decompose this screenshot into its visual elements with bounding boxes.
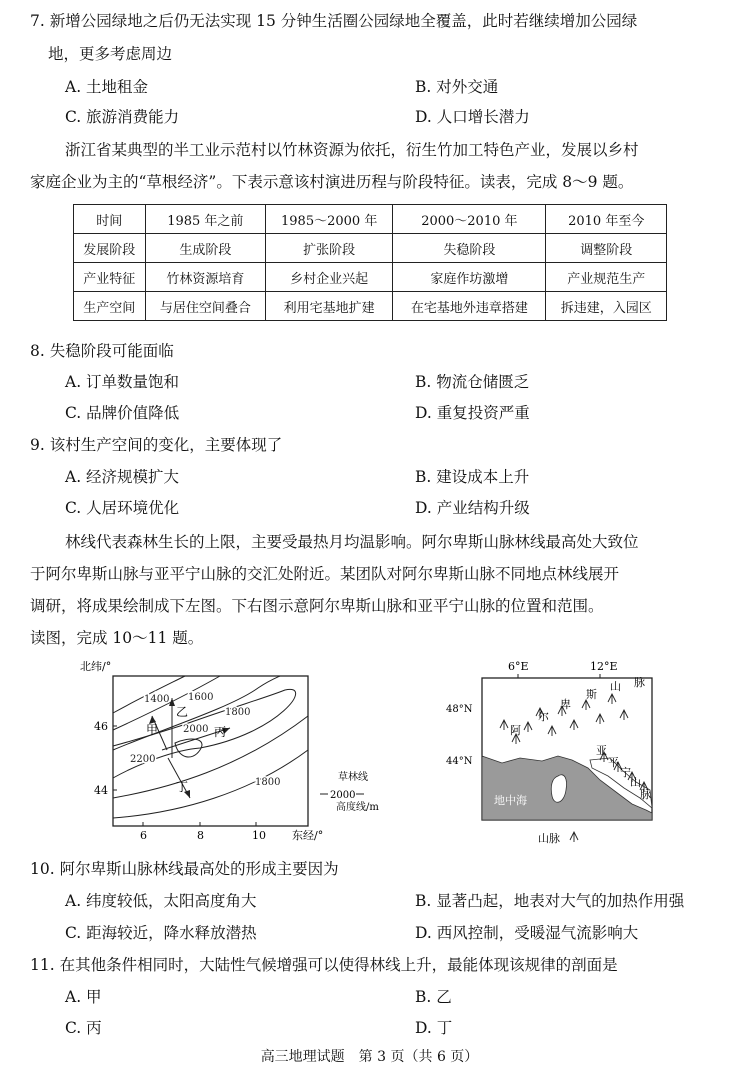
y-tick: 46 — [94, 720, 108, 733]
q7-stem-line2: 地，更多考虑周边 — [48, 45, 173, 63]
table-row — [74, 234, 667, 263]
profile-label: 丙 — [214, 725, 227, 739]
q9-option-c[interactable]: C. 人居环境优化 — [65, 499, 180, 517]
x-axis-label: 东经/° — [292, 829, 324, 842]
table-cell: 扩张阶段 — [266, 234, 393, 263]
apennine-label-char: 山 — [630, 776, 641, 789]
table-cell: 调整阶段 — [546, 234, 667, 263]
latitude-label: 48°N — [446, 704, 473, 715]
q10-option-c[interactable]: C. 距海较近，降水释放潜热 — [65, 924, 257, 942]
intro1011-line2: 于阿尔卑斯山脉与亚平宁山脉的交汇处附近。某团队对阿尔卑斯山脉不同地点林线展开 — [30, 565, 620, 583]
contour-label: 2200 — [130, 754, 156, 765]
contour-label: 1800 — [255, 777, 281, 788]
profile-label: 甲 — [146, 723, 159, 737]
table-cell: 发展阶段 — [74, 234, 146, 263]
q8-option-b[interactable]: B. 物流仓储匮乏 — [415, 373, 530, 391]
table-cell: 产业规范生产 — [546, 263, 667, 292]
q8-option-c[interactable]: C. 品牌价值降低 — [65, 404, 180, 422]
profile-label: 丁 — [176, 780, 189, 794]
contour-label: 1400 — [144, 694, 170, 705]
longitude-label: 6°E — [508, 660, 529, 673]
y-axis-label: 北纬/° — [80, 660, 112, 673]
q7-option-d[interactable]: D. 人口增长潜力 — [415, 108, 530, 126]
q9-option-b[interactable]: B. 建设成本上升 — [415, 468, 530, 486]
profile-label: 乙 — [176, 705, 189, 719]
table-cell: 生成阶段 — [145, 234, 266, 263]
q7-option-b[interactable]: B. 对外交通 — [415, 78, 499, 96]
table-cell: 2010 年至今 — [546, 205, 667, 234]
apennine-label-char: 宁 — [620, 766, 631, 779]
alps-label-char: 卑 — [560, 698, 571, 711]
table-cell: 在宅基地外违章搭建 — [393, 292, 546, 321]
alps-label-char: 山 — [610, 680, 621, 693]
table-cell: 1985 年之前 — [145, 205, 266, 234]
arrow-head — [169, 698, 175, 706]
alps-label-char: 尔 — [538, 710, 549, 723]
table-cell: 2000～2010 年 — [393, 205, 546, 234]
q9-stem: 9. 该村生产空间的变化，主要体现了 — [30, 436, 283, 454]
intro1011-line4: 读图，完成 10～11 题。 — [30, 629, 204, 647]
intro1011-line3: 调研，将成果绘制成下左图。下右图示意阿尔卑斯山脉和亚平宁山脉的位置和范围。 — [30, 597, 604, 615]
q10-option-a[interactable]: A. 纬度较低，太阳高度角大 — [65, 892, 257, 910]
village-stage-table — [73, 204, 667, 321]
table-row — [74, 205, 667, 234]
table-cell: 时间 — [74, 205, 146, 234]
q8-stem: 8. 失稳阶段可能面临 — [30, 342, 174, 360]
longitude-label: 12°E — [590, 660, 618, 673]
legend-label: 山脉 — [538, 832, 560, 845]
alps-label-char: 阿 — [510, 724, 521, 737]
x-tick: 10 — [252, 829, 266, 842]
page-footer: 高三地理试题 第 3 页（共 6 页） — [260, 1049, 479, 1065]
alps-label-char: 脉 — [634, 676, 645, 689]
q9-option-a[interactable]: A. 经济规模扩大 — [65, 468, 180, 486]
table-cell: 利用宅基地扩建 — [266, 292, 393, 321]
q7-option-c[interactable]: C. 旅游消费能力 — [65, 108, 180, 126]
q8-option-a[interactable]: A. 订单数量饱和 — [65, 373, 180, 391]
table-row — [74, 263, 667, 292]
q11-option-a[interactable]: A. 甲 — [65, 988, 102, 1006]
x-tick: 6 — [140, 829, 147, 842]
alps-label-char: 斯 — [586, 688, 597, 701]
table-cell: 乡村企业兴起 — [266, 263, 393, 292]
legend-text: 草林线 — [338, 772, 368, 783]
table-cell: 与居住空间叠合 — [145, 292, 266, 321]
q11-stem: 11. 在其他条件相同时，大陆性气候增强可以使得林线上升，最能体现该规律的剖面是 — [30, 956, 618, 974]
x-tick: 8 — [197, 829, 204, 842]
table-cell: 家庭作坊激增 — [393, 263, 546, 292]
table-row — [74, 292, 667, 321]
q10-option-d[interactable]: D. 西风控制，受暖湿气流影响大 — [415, 924, 639, 942]
apennine-label-char: 脉 — [640, 788, 651, 801]
q11-option-d[interactable]: D. 丁 — [415, 1019, 453, 1037]
mountain-legend-icon — [570, 832, 578, 842]
table-cell: 失稳阶段 — [393, 234, 546, 263]
contour-label: 1600 — [188, 692, 214, 703]
table-cell: 产业特征 — [74, 263, 146, 292]
q10-stem: 10. 阿尔卑斯山脉林线最高处的形成主要因为 — [30, 860, 339, 878]
y-tick: 44 — [94, 784, 108, 797]
intro1011-line1: 林线代表森林生长的上限，主要受最热月均温影响。阿尔卑斯山脉林线最高处大致位 — [65, 533, 639, 551]
intro89-line2: 家庭企业为主的“草根经济”。下表示意该村演进历程与阶段特征。读表，完成 8～9 题。 — [30, 173, 634, 191]
q9-option-d[interactable]: D. 产业结构升级 — [415, 499, 530, 517]
q11-option-c[interactable]: C. 丙 — [65, 1019, 102, 1037]
table-cell: 生产空间 — [74, 292, 146, 321]
apennine-label-char: 亚 — [596, 744, 607, 757]
q10-option-b[interactable]: B. 显著凸起，地表对大气的加热作用强 — [415, 892, 685, 910]
q11-option-b[interactable]: B. 乙 — [415, 988, 452, 1006]
contour-label: 1800 — [225, 707, 251, 718]
contour-label: 2000 — [183, 724, 209, 735]
sea-label: 地中海 — [494, 794, 527, 807]
alps-apennines-map — [440, 658, 680, 848]
q7-stem-line1: 7. 新增公园绿地之后仍无法实现 15 分钟生活圈公园绿地全覆盖，此时若继续增加公园绿 — [30, 12, 638, 30]
legend-text: 高度线/m — [336, 802, 379, 813]
apennine-label-char: 平 — [608, 756, 619, 769]
latitude-label: 44°N — [446, 756, 473, 767]
q8-option-d[interactable]: D. 重复投资严重 — [415, 404, 530, 422]
intro89-line1: 浙江省某典型的半工业示范村以竹林资源为依托，衍生竹加工特色产业，发展以乡村 — [65, 141, 639, 159]
table-cell: 竹林资源培育 — [145, 263, 266, 292]
treeline-isoline-map — [80, 658, 380, 843]
q7-option-a[interactable]: A. 土地租金 — [65, 78, 149, 96]
table-cell: 拆违建，入园区 — [546, 292, 667, 321]
table-cell: 1985～2000 年 — [266, 205, 393, 234]
legend-value: 2000 — [330, 790, 356, 801]
